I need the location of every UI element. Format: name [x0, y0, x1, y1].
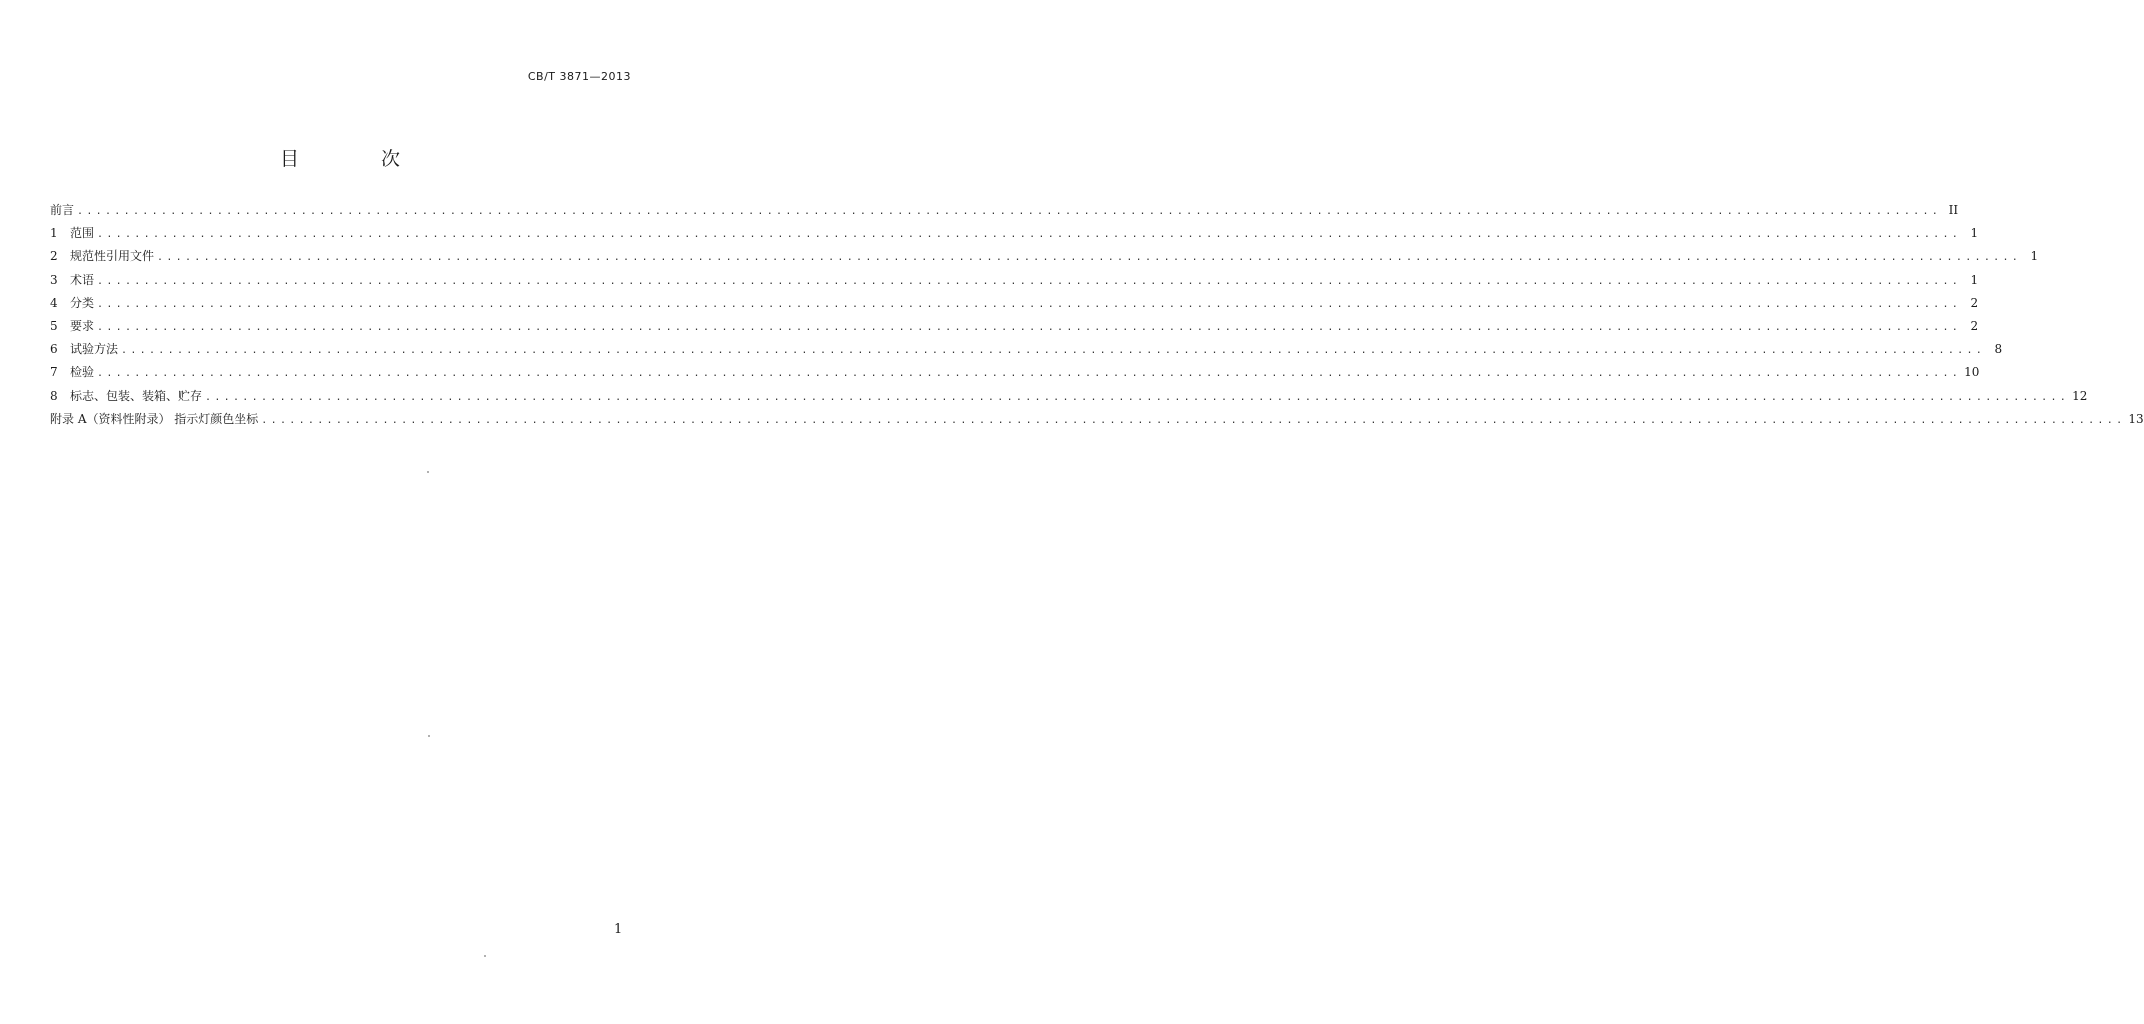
- toc-entry-page: 12: [2072, 388, 2088, 403]
- toc-leader-dots: ........................................................................................................................................................................................................: [157, 252, 2022, 264]
- toc-entry-page: 10: [1964, 365, 1980, 380]
- toc-entry-page: 1: [1970, 226, 1979, 241]
- scan-speck: [428, 735, 430, 737]
- toc-entry-page: 1: [1970, 272, 1979, 287]
- toc-entry-label: [50, 317, 94, 334]
- toc-title: 目 次: [279, 148, 439, 170]
- toc-entry-page: II: [1948, 203, 1959, 217]
- standard-code: CB/T 3871—2013: [527, 70, 631, 83]
- toc-entry[interactable]: [50, 340, 2003, 363]
- toc-entry[interactable]: [50, 247, 2039, 270]
- toc-entry-label: [50, 201, 74, 218]
- toc-entry-number: 7: [50, 365, 58, 380]
- toc-leader-dots: ........................................................................................................................................................................................................: [77, 206, 1942, 217]
- toc-entry-text: 分类: [70, 295, 95, 310]
- toc-entry-number: 1: [50, 226, 58, 241]
- toc-entry-label: [50, 247, 154, 264]
- toc-entry-text: 规范性引用文件: [70, 249, 155, 264]
- toc-entry-text: 范围: [70, 226, 95, 241]
- toc-entry-number: 2: [50, 249, 58, 264]
- toc-leader-dots: ........................................................................................................................................................................................................: [121, 345, 1986, 357]
- toc-leader-dots: ........................................................................................................................................................................................................: [97, 229, 1962, 241]
- toc-entry-label: [50, 387, 202, 404]
- scan-speck: [484, 955, 486, 957]
- toc-entry[interactable]: [50, 363, 1980, 386]
- toc-entry-text: 要求: [70, 318, 95, 333]
- toc-entry-number: 6: [50, 342, 58, 357]
- toc-entry-text: 试验方法: [70, 342, 119, 357]
- toc-entry-label: [50, 224, 94, 241]
- toc-entry-label: [50, 294, 94, 311]
- toc-entry-text: 前言: [50, 203, 75, 217]
- toc-entry[interactable]: [50, 317, 1979, 340]
- toc-entry-page: 8: [1994, 342, 2003, 357]
- toc-entry-label: [50, 410, 258, 427]
- toc-entry[interactable]: [50, 410, 2144, 433]
- toc-entry-text: 标志、包装、装箱、贮存: [70, 388, 203, 403]
- toc-entry[interactable]: [50, 271, 1979, 294]
- toc-entry-text: 检验: [70, 365, 95, 380]
- toc-entry-number: 5: [50, 318, 58, 333]
- toc-leader-dots: ........................................................................................................................................................................................................: [97, 275, 1962, 287]
- toc-entry-number: 3: [50, 272, 58, 287]
- toc-entry-number: 8: [50, 388, 58, 403]
- toc-entry[interactable]: [50, 294, 1979, 317]
- toc-leader-dots: ........................................................................................................................................................................................................: [261, 414, 2126, 426]
- scan-speck: [427, 471, 429, 473]
- toc-entry-page: 1: [2030, 249, 2039, 264]
- toc-entry[interactable]: [50, 201, 1959, 224]
- toc-entry[interactable]: [50, 387, 2088, 410]
- toc-entry[interactable]: [50, 224, 1979, 247]
- toc-entry-text: 附录 A（资料性附录） 指示灯颜色坐标: [50, 411, 259, 426]
- toc-entry-page: 2: [1970, 295, 1979, 310]
- toc-leader-dots: ........................................................................................................................................................................................................: [97, 298, 1962, 310]
- page-number: 1: [614, 922, 623, 937]
- toc-entry-number: 4: [50, 295, 58, 310]
- toc-entry-page: 13: [2128, 411, 2144, 426]
- toc-leader-dots: ........................................................................................................................................................................................................: [97, 368, 1962, 380]
- toc-entry-label: [50, 271, 94, 288]
- toc-entry-label: [50, 340, 118, 357]
- toc-leader-dots: ........................................................................................................................................................................................................: [205, 391, 2070, 403]
- toc-entry-text: 术语: [70, 272, 95, 287]
- toc-entry-page: 2: [1970, 318, 1979, 333]
- toc-entry-label: [50, 363, 94, 380]
- table-of-contents: [50, 201, 2144, 433]
- toc-leader-dots: ........................................................................................................................................................................................................: [97, 321, 1962, 333]
